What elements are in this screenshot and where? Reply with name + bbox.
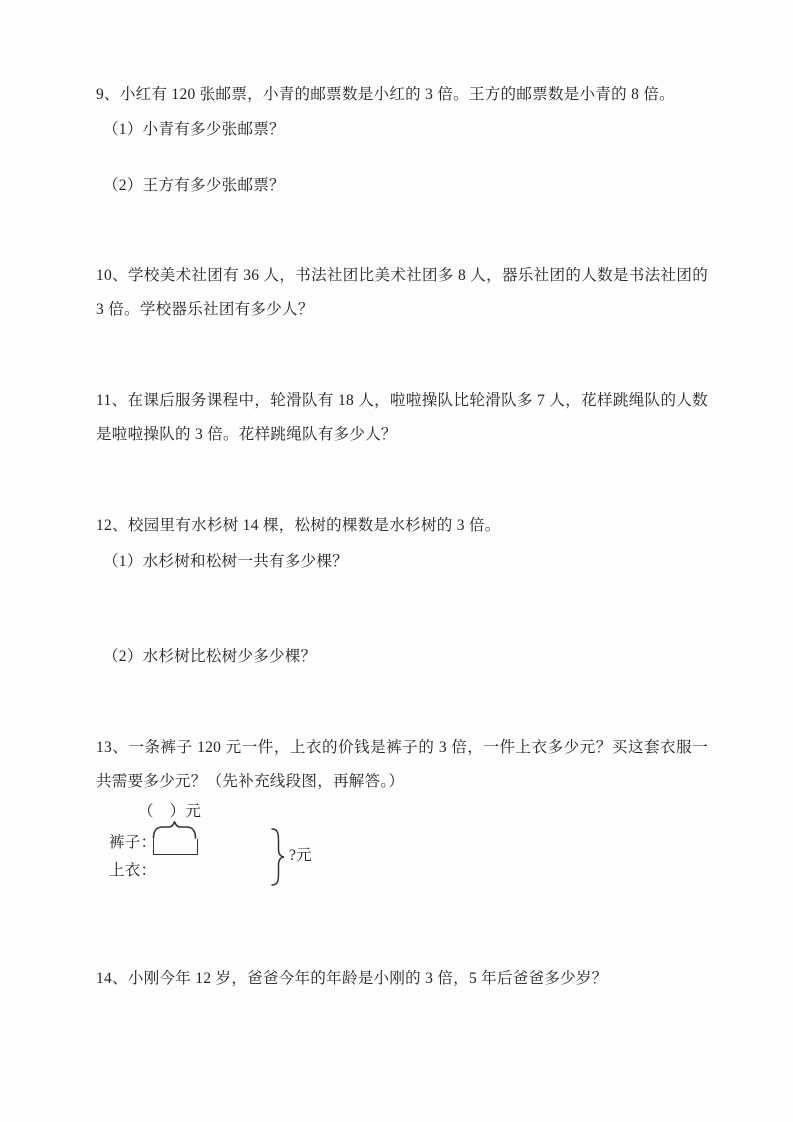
grouping-curly-brace-icon [269,827,287,887]
pants-row-label: 裤子： [109,834,157,851]
pants-price-blank-label: （ ）元 [138,803,202,820]
problem-13-stem: 13、一条裤子 120 元一件，上衣的价钱是裤子的 3 倍，一件上衣多少元？买这套衣服一共需要多少元？（先补充线段图，再解答。） [96,739,708,790]
problem-9-stem: 9、小红有 120 张邮票，小青的邮票数是小红的 3 倍。王方的邮票数是小青的 8 倍。 [96,86,675,103]
problem-12-question-1: （1）水杉树和松树一共有多少棵？ [103,553,349,570]
problem-9-question-1: （1）小青有多少张邮票？ [103,121,285,138]
problem-14-stem: 14、小刚今年 12 岁，爸爸今年的年龄是小刚的 3 倍，5 年后爸爸多少岁？ [96,970,608,987]
problem-12-stem: 12、校园里有水杉树 14 棵，松树的棵数是水杉树的 3 倍。 [96,517,501,534]
pants-segment-bar [153,839,198,855]
coat-row-label: 上衣： [109,862,157,879]
total-price-label: ?元 [289,847,312,864]
overbrace-icon [152,821,197,839]
problem-11-stem: 11、在课后服务课程中，轮滑队有 18 人，啦啦操队比轮滑队多 7 人，花样跳绳队的人数是啦啦操队的 3 倍。花样跳绳队有多少人？ [96,392,708,443]
problem-12-question-2: （2）水杉树比松树少多少棵？ [103,648,317,665]
problem-10-stem: 10、学校美术社团有 36 人，书法社团比美术社团多 8 人，器乐社团的人数是书法社团的 3 倍。学校器乐社团有多少人？ [96,267,708,318]
problem-9-question-2: （2）王方有多少张邮票？ [103,177,285,194]
